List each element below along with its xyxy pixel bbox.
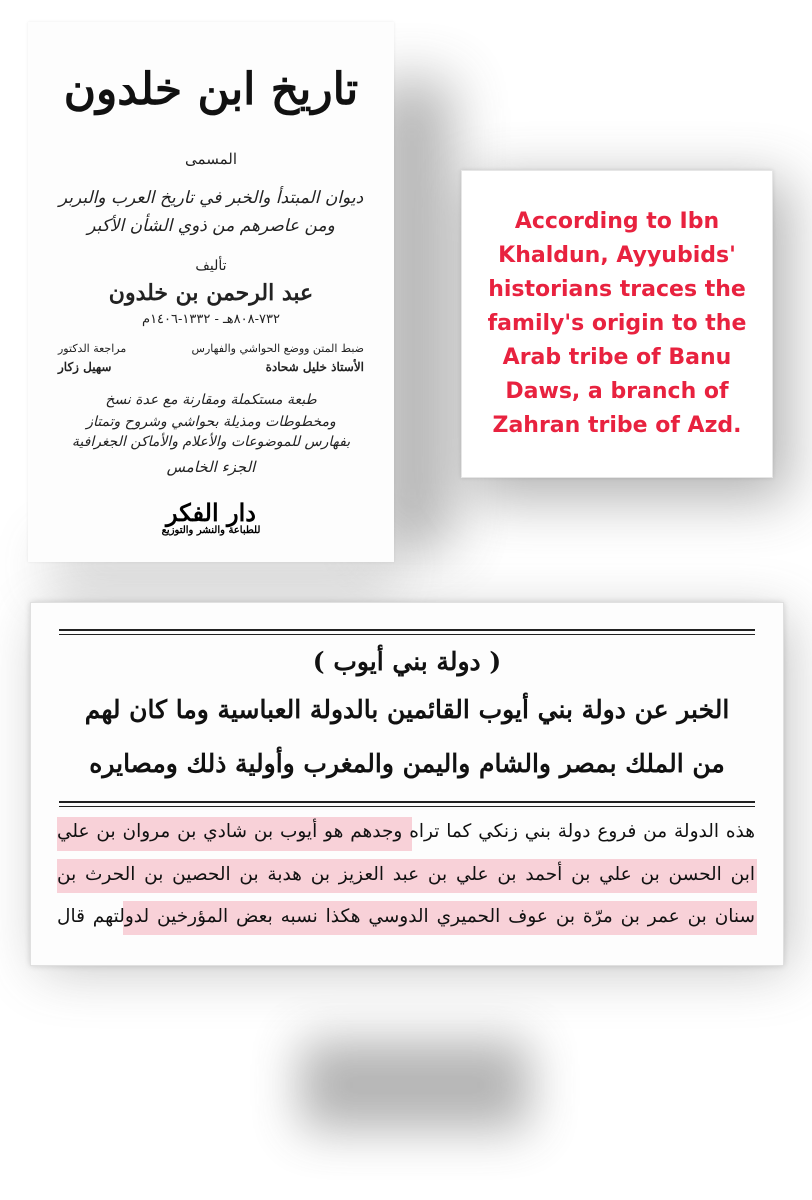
excerpt-body-line-2: ابن الحسن بن علي بن أحمد بن علي بن عبد العزيز بن هدبة بن الحصين بن الحرث بن: [57, 864, 755, 885]
excerpt-headline-2: من الملك بمصر والشام واليمن والمغرب وأولية ذلك ومصايره: [89, 749, 725, 778]
publisher-subtitle: للطباعة والنشر والتوزيع: [161, 525, 261, 536]
excerpt-body-line-3: سنان بن عمر بن مرّة بن عوف الحميري الدوسي هكذا نسبه بعض المؤرخين لدولتهم قال: [57, 906, 755, 927]
top-rule-thin: [59, 634, 755, 635]
callout-box: [461, 170, 773, 478]
top-rule: [59, 629, 755, 631]
credit-left-name: سهيل زكار: [58, 360, 112, 374]
credit-right-label: ضبط المتن ووضع الحواشي والفهارس: [191, 342, 364, 355]
cover-edition-line3: بفهارس للموضوعات والأعلام والأماكن الجغرافية: [71, 434, 351, 450]
cover-credit-names: [58, 360, 364, 374]
cover-subtitle-label: المسمى: [185, 150, 237, 168]
middle-rule-thin: [59, 806, 755, 807]
cover-author: عبد الرحمن بن خلدون: [108, 280, 314, 306]
cover-edition-line1: طبعة مستكملة ومقارنة مع عدة نسخ: [105, 392, 317, 408]
callout-text: According to Ibn Khaldun, Ayyubids' historians traces the family's origin to the Arab tribe of Banu Daws, a branch of Zahran tribe of Azd.: [487, 209, 747, 438]
excerpt-heading: ( دولة بني أيوب ): [312, 647, 502, 676]
middle-rule: [59, 801, 755, 803]
cover-volume: الجزء الخامس: [166, 458, 256, 476]
excerpt-headline-1: الخبر عن دولة بني أيوب القائمين بالدولة العباسية وما كان لهم: [84, 695, 730, 724]
cover-subtitle-line2: ومن عاصرهم من ذوي الشأن الأكبر: [87, 216, 335, 236]
excerpt-body-line-1: هذه الدولة من فروع دولة بني زنكي كما تراه وجدهم هو أيوب بن شادي بن مروان بن علي: [57, 821, 755, 842]
book-excerpt: [30, 602, 784, 966]
cover-credit-labels: [58, 342, 364, 355]
publisher-logo: دار الفكر: [166, 498, 256, 527]
cover-edition-line2: ومخطوطات ومذيلة بحواشي وشروح وتمتاز: [86, 414, 336, 430]
cover-author-label: تأليف: [195, 258, 227, 274]
bottom-shadow: [300, 1040, 530, 1130]
cover-subtitle-line1: ديوان المبتدأ والخبر في تاريخ العرب والبربر: [58, 188, 364, 208]
cover-title: تاريخ ابن خلدون: [63, 64, 359, 115]
cover-author-dates: ٧٣٢-٨٠٨هـ - ١٣٣٢-١٤٠٦م: [142, 312, 280, 327]
credit-left-label: مراجعة الدكتور: [58, 342, 127, 355]
credit-right-name: الأستاذ خليل شحادة: [265, 360, 364, 374]
book-cover-image: [28, 22, 394, 562]
